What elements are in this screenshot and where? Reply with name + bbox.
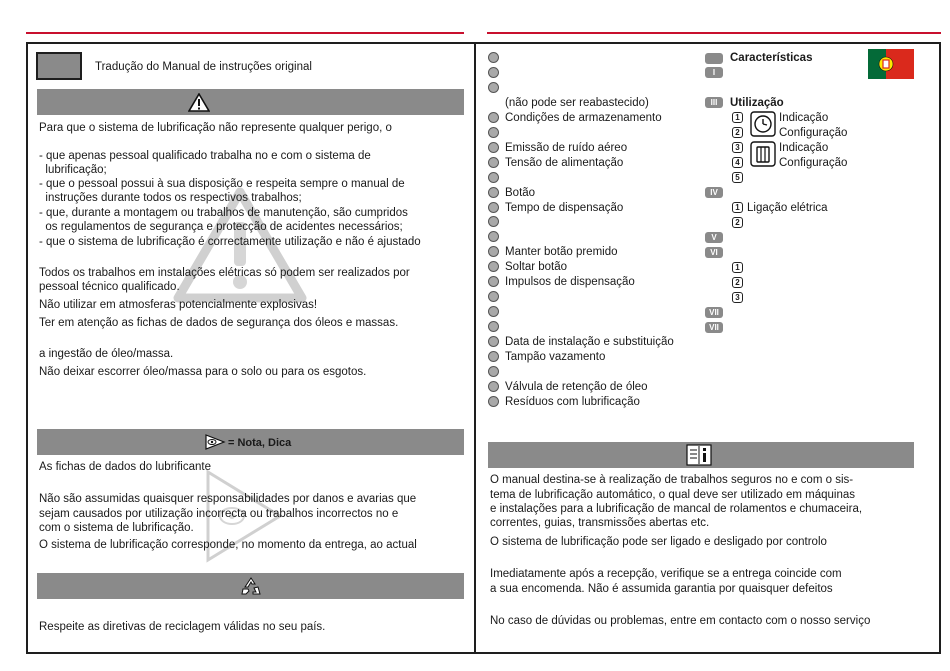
safety-line: - que o pessoal possui à sua disposição e respeita sempre o manual de xyxy=(39,178,405,190)
note-line: Não são assumidas quaisquer responsabilidades por danos e avarias que xyxy=(39,493,417,505)
toc-bullet xyxy=(488,381,499,392)
manual-line: a sua encomenda. Não é assumida garantia por quaisquer defeitos xyxy=(490,583,833,595)
num-badge: 1 xyxy=(732,112,743,123)
configuration-label: Configuração xyxy=(779,127,848,139)
safety-line: - que, durante a montagem ou trabalhos de manutenção, são cumpridos xyxy=(39,207,408,219)
safety-line: lubrificação; xyxy=(39,164,107,176)
safety-line: instruções durante todos os respectivos trabalhos; xyxy=(39,192,302,204)
configuration-label: Configuração xyxy=(779,157,848,169)
num-badge: 2 xyxy=(732,217,743,228)
safety-line: os regulamentos de segurança e protecção de acidentes necessários; xyxy=(39,221,403,233)
safety-line: - que apenas pessoal qualificado trabalha no e com o sistema de xyxy=(39,150,371,162)
roman-badge: VI xyxy=(705,247,723,258)
num-badge: 1 xyxy=(732,262,743,273)
note-title: = Nota, Dica xyxy=(228,437,292,449)
safety-line: Não deixar escorrer óleo/massa para o solo ou para os esgotos. xyxy=(39,366,367,378)
safety-line: - que o sistema de lubrificação é correctamente utilização e não é ajustado xyxy=(39,236,421,248)
num-badge: 4 xyxy=(732,157,743,168)
num-badge: 1 xyxy=(732,202,743,213)
top-rule-left xyxy=(26,32,464,34)
toc-bullet xyxy=(488,291,499,302)
safety-line: Para que o sistema de lubrificação não represente qualquer perigo, o xyxy=(39,122,392,134)
safety-line: Não utilizar em atmosferas potencialmente explosivas! xyxy=(39,299,318,311)
toc-item: Impulsos de dispensação xyxy=(505,276,635,288)
toc-item: Tampão vazamento xyxy=(505,351,606,363)
toc-bullet xyxy=(488,157,499,168)
characteristics-heading: Características xyxy=(730,52,813,64)
toc-item: Válvula de retenção de óleo xyxy=(505,381,648,393)
roman-badge: I xyxy=(705,67,723,78)
indication-label: Indicação xyxy=(779,112,829,124)
toc-item: Tensão de alimentação xyxy=(505,157,624,169)
toc-item: Emissão de ruído aéreo xyxy=(505,142,628,154)
column-divider xyxy=(474,42,476,654)
toc-item: Resíduos com lubrificação xyxy=(505,396,640,408)
num-badge: 2 xyxy=(732,127,743,138)
toc-bullet xyxy=(488,216,499,227)
safety-line: Todos os trabalhos em instalações elétricas só podem ser realizados por xyxy=(39,267,410,279)
toc-bullet xyxy=(488,172,499,183)
eye-hint-icon xyxy=(204,434,226,450)
num-badge: 3 xyxy=(732,142,743,153)
manual-line: No caso de dúvidas ou problemas, entre em contacto com o nosso serviço xyxy=(490,615,871,627)
toc-bullet xyxy=(488,231,499,242)
section-badge xyxy=(705,53,723,64)
recycle-text: Respeite as diretivas de reciclagem válidas no seu país. xyxy=(39,621,326,633)
top-rule-right xyxy=(487,32,941,34)
roman-badge: VII xyxy=(705,322,723,333)
utilization-heading: Utilização xyxy=(730,97,784,109)
manual-line: correntes, guias, transmissões abertas etc. xyxy=(490,517,710,529)
roman-badge: V xyxy=(705,232,723,243)
device-icon xyxy=(750,141,776,167)
toc-bullet xyxy=(488,321,499,332)
manual-line: O sistema de lubrificação pode ser ligado e desligado por controlo xyxy=(490,536,827,548)
toc-item: Soltar botão xyxy=(505,261,568,273)
toc-bullet xyxy=(488,306,499,317)
num-badge: 3 xyxy=(732,292,743,303)
note-line: sejam causados por utilização incorrecta ou trabalhos incorrectos no e xyxy=(39,508,399,520)
manual-line: Imediatamente após a recepção, verifique se a entrega coincide com xyxy=(490,568,842,580)
warning-bar xyxy=(37,89,464,115)
toc-bullet xyxy=(488,366,499,377)
header-title: Tradução do Manual de instruções original xyxy=(95,61,312,73)
toc-bullet xyxy=(488,261,499,272)
toc-bullet xyxy=(488,82,499,93)
note-line: com o sistema de lubrificação. xyxy=(39,522,194,534)
toc-bullet xyxy=(488,336,499,347)
safety-line: pessoal técnico qualificado. xyxy=(39,281,180,293)
electrical-label: Ligação elétrica xyxy=(747,202,828,214)
toc-bullet xyxy=(488,142,499,153)
language-box xyxy=(36,52,82,80)
safety-line: Ter em atenção as fichas de dados de segurança dos óleos e massas. xyxy=(39,317,399,329)
portugal-flag-icon xyxy=(868,49,914,79)
toc-bullet xyxy=(488,112,499,123)
toc-bullet xyxy=(488,351,499,362)
clock-icon xyxy=(750,111,776,137)
toc-bullet xyxy=(488,396,499,407)
toc-item: (não pode ser reabastecido) xyxy=(505,97,649,109)
toc-bullet xyxy=(488,202,499,213)
toc-bullet xyxy=(488,276,499,287)
toc-bullet xyxy=(488,67,499,78)
note-line: As fichas de dados do lubrificante xyxy=(39,461,211,473)
toc-item: Condições de armazenamento xyxy=(505,112,662,124)
manual-line: tema de lubrificação automático, o qual deve ser utilizado em máquinas xyxy=(490,489,856,501)
roman-badge: VII xyxy=(705,307,723,318)
toc-item: Data de instalação e substituição xyxy=(505,336,674,348)
manual-line: e instalações para a lubrificação de mancal de rolamentos e chumaceira, xyxy=(490,503,863,515)
toc-bullet xyxy=(488,246,499,257)
toc-bullet xyxy=(488,187,499,198)
toc-item: Tempo de dispensação xyxy=(505,202,624,214)
note-line: O sistema de lubrificação corresponde, no momento da entrega, ao actual xyxy=(39,539,417,551)
toc-item: Botão xyxy=(505,187,536,199)
toc-bullet xyxy=(488,127,499,138)
num-badge: 2 xyxy=(732,277,743,288)
roman-badge: III xyxy=(705,97,723,108)
toc-item: Manter botão premido xyxy=(505,246,618,258)
warning-icon xyxy=(188,93,210,112)
indication-label: Indicação xyxy=(779,142,829,154)
num-badge: 5 xyxy=(732,172,743,183)
manual-book-icon xyxy=(686,444,712,466)
roman-badge: IV xyxy=(705,187,723,198)
manual-line: O manual destina-se à realização de trabalhos seguros no e com o sis- xyxy=(490,474,854,486)
recycle-icon xyxy=(240,576,262,596)
safety-line: a ingestão de óleo/massa. xyxy=(39,348,174,360)
toc-bullet xyxy=(488,52,499,63)
